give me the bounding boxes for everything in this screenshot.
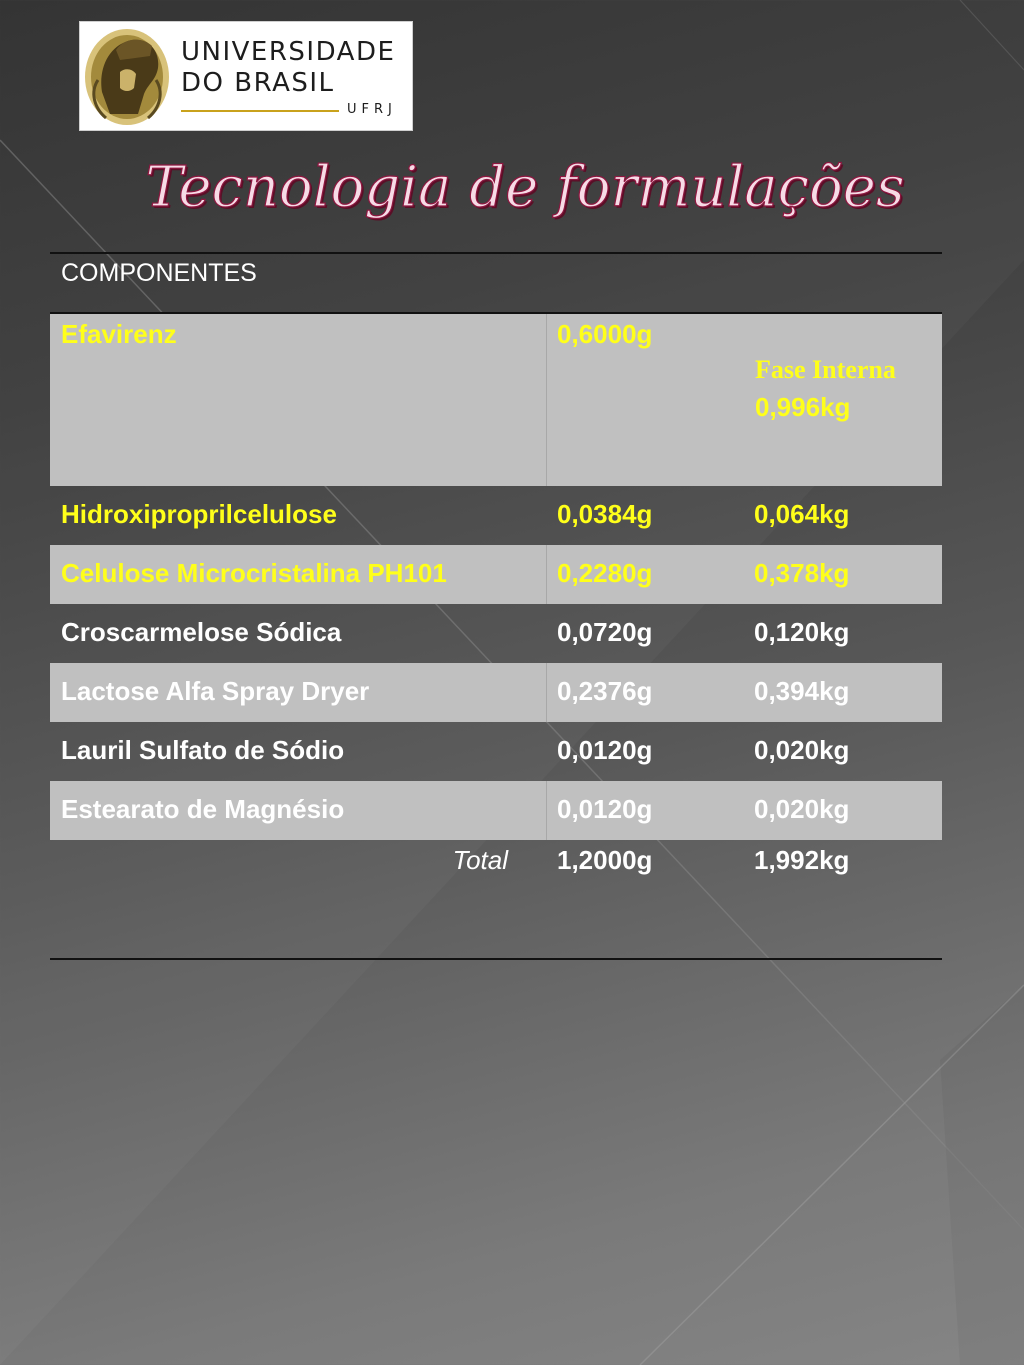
component-name: Estearato de Magnésio [61, 794, 345, 824]
dose-cell [546, 604, 743, 663]
logo-rule [181, 110, 339, 112]
component-cell [50, 604, 546, 663]
dose-value: 0,0120g [557, 735, 653, 765]
table-row [50, 722, 942, 781]
logo-text-line2: DO BRASIL [181, 68, 335, 98]
table-row [50, 314, 942, 486]
dose-value: 0,2280g [557, 558, 653, 588]
dose-value: 0,0384g [557, 499, 653, 529]
batch-value: 0,996kg [755, 392, 851, 422]
component-name: Lactose Alfa Spray Dryer [61, 676, 370, 706]
component-name: Hidroxiproprilcelulose [61, 499, 337, 529]
batch-value: 0,120kg [754, 617, 850, 647]
component-name: Croscarmelose Sódica [61, 617, 342, 647]
page-title: Tecnologia de formulações [145, 155, 905, 220]
dose-value: 0,0120g [557, 794, 653, 824]
table-row [50, 545, 942, 604]
minerva-emblem-icon [80, 22, 180, 130]
total-label: Total [452, 845, 508, 875]
table-row [50, 486, 942, 545]
batch-value: 0,064kg [754, 499, 850, 529]
table-row [50, 781, 942, 840]
table-total-row [50, 840, 942, 958]
header-cell [50, 254, 546, 312]
table-header-row [50, 254, 942, 314]
batch-cell [743, 781, 942, 840]
component-name: Efavirenz [61, 319, 177, 349]
total-batch-value: 1,992kg [754, 845, 850, 875]
component-cell [50, 545, 547, 604]
total-dose-cell [546, 840, 743, 958]
batch-cell [743, 545, 942, 604]
component-cell [50, 314, 547, 486]
total-label-cell [50, 840, 546, 958]
component-cell [50, 486, 546, 545]
dose-cell [546, 545, 743, 604]
formulation-table [50, 252, 942, 960]
dose-value: 0,6000g [557, 319, 653, 349]
dose-value: 0,2376g [557, 676, 653, 706]
batch-value: 0,020kg [754, 735, 850, 765]
dose-cell [546, 314, 743, 486]
batch-value: 0,020kg [754, 794, 850, 824]
dose-cell [546, 663, 743, 722]
university-logo [79, 21, 413, 131]
batch-cell [743, 486, 942, 545]
component-name: Lauril Sulfato de Sódio [61, 735, 345, 765]
dose-cell [546, 722, 743, 781]
batch-cell [743, 663, 942, 722]
dose-cell [546, 486, 743, 545]
phase-label: Fase Interna [755, 355, 896, 384]
total-dose-value: 1,2000g [557, 845, 653, 875]
header-label: COMPONENTES [61, 259, 257, 287]
dose-value: 0,0720g [557, 617, 653, 647]
dose-cell [546, 781, 743, 840]
logo-text-ufrj: UFRJ [347, 102, 397, 117]
component-name: Celulose Microcristalina PH101 [61, 558, 447, 588]
component-cell [50, 781, 547, 840]
table-row [50, 663, 942, 722]
logo-text-line1: UNIVERSIDADE [181, 37, 396, 67]
batch-value: 0,394kg [754, 676, 850, 706]
batch-cell [743, 314, 942, 486]
total-batch-cell [743, 840, 942, 958]
batch-value: 0,378kg [754, 558, 850, 588]
component-cell [50, 722, 546, 781]
table-row [50, 604, 942, 663]
batch-cell [743, 604, 942, 663]
component-cell [50, 663, 547, 722]
batch-cell [743, 722, 942, 781]
